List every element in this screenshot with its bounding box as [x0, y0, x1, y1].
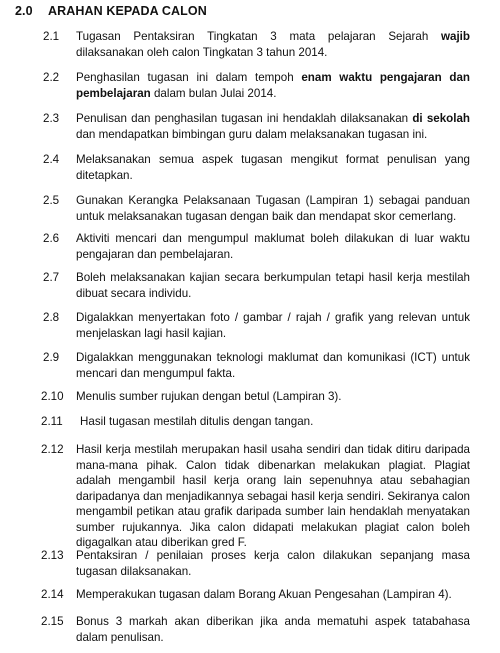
item-text: [76, 231, 470, 262]
item-text: [76, 310, 470, 341]
item-text-run: dilaksanakan oleh calon Tingkatan 3 tahun 2014.: [76, 45, 328, 59]
item-text-run: Bonus 3 markah akan diberikan jika anda mematuhi aspek tatabahasa dalam penulisan.: [76, 615, 470, 644]
item-number: 2.4: [43, 153, 60, 166]
section-number: 2.0: [15, 4, 33, 18]
item-text: [76, 442, 470, 551]
item-text-run: Digalakkan menyertakan foto / gambar / rajah / grafik yang relevan untuk menjelaskan lagi hasil kajian.: [76, 311, 470, 340]
item-text: [76, 548, 470, 579]
item-text-run: Hasil kerja mestilah merupakan hasil usaha sendiri dan tidak ditiru daripada mana-mana pihak. Calon tidak dibenarkan melakukan plagiat. Plagiat adalah mengambil hasil kerja orang lain sepenuhnya atau sebahagian daripadanya dan menjadikannya sebagai hasil kerja sendiri. Sekiranya calon mengambil petikan atau grafik daripada sumber lain hendaklah menyatakan sumber rujukannya. Jika calon didapati melakukan plagiat calon boleh digagalkan atau diberikan gred F.: [76, 443, 470, 549]
item-text: [76, 270, 470, 301]
item-text-run: dan mendapatkan bimbingan guru dalam melaksanakan tugasan ini.: [76, 127, 428, 141]
item-text: [76, 70, 470, 101]
item-text: [76, 614, 470, 645]
section-heading: [15, 4, 207, 18]
item-text: [76, 29, 470, 60]
item-text-run: Penulisan dan penghasilan tugasan ini hendaklah dilaksanakan: [76, 112, 413, 125]
item-text: [80, 414, 474, 430]
item-text-run: Tugasan Pentaksiran Tingkatan 3 mata pelajaran Sejarah: [76, 30, 441, 43]
item-text-run: Aktiviti mencari dan mengumpul maklumat boleh dilakukan di luar waktu pengajaran dan pembelajaran.: [76, 232, 470, 261]
item-text-run: Penghasilan tugasan ini dalam tempoh: [76, 71, 302, 84]
item-text: [76, 193, 470, 224]
item-number: 2.2: [43, 71, 60, 84]
item-text-run: Melaksanakan semua aspek tugasan mengikut format penulisan yang ditetapkan.: [76, 153, 470, 182]
item-text-emphasis: di sekolah: [412, 112, 471, 125]
item-text: [76, 389, 470, 405]
item-text-run: Menulis sumber rujukan dengan betul (Lampiran 3).: [76, 390, 342, 403]
item-text-emphasis: wajib: [441, 30, 470, 43]
item-text: [76, 587, 470, 603]
item-number: 2.8: [43, 311, 60, 324]
item-number: 2.10: [41, 390, 64, 403]
item-text-run: Gunakan Kerangka Pelaksanaan Tugasan (Lampiran 1) sebagai panduan untuk melaksanakan tugasan dengan baik dan mendapat skor cemerlang.: [76, 194, 470, 223]
item-number: 2.14: [41, 588, 64, 601]
item-text: [76, 350, 470, 381]
item-number: 2.1: [43, 30, 60, 43]
item-text-run: dalam bulan Julai 2014.: [150, 86, 277, 100]
item-number: 2.13: [41, 549, 64, 562]
item-number: 2.7: [43, 271, 60, 284]
item-text-emphasis: enam waktu pengajaran dan pembelajaran: [76, 71, 470, 100]
item-text: [76, 152, 470, 183]
item-number: 2.9: [43, 351, 60, 364]
item-number: 2.11: [41, 415, 63, 428]
item-number: 2.15: [41, 615, 64, 628]
item-text: [76, 111, 470, 142]
item-text-run: Memperakukan tugasan dalam Borang Akuan Pengesahan (Lampiran 4).: [76, 588, 452, 601]
item-text-run: Boleh melaksanakan kajian secara berkumpulan tetapi hasil kerja mestilah dibuat secara individu.: [76, 271, 470, 300]
item-number: 2.12: [41, 443, 64, 456]
item-number: 2.5: [43, 194, 60, 207]
item-text-run: Digalakkan menggunakan teknologi maklumat dan komunikasi (ICT) untuk mencari dan mengumpul fakta.: [76, 351, 470, 380]
item-text-run: Pentaksiran / penilaian proses kerja calon dilakukan sepanjang masa tugasan dilaksanakan.: [76, 549, 470, 578]
item-number: 2.6: [43, 232, 60, 245]
item-text-run: Hasil tugasan mestilah ditulis dengan tangan.: [80, 415, 314, 428]
item-number: 2.3: [43, 112, 60, 125]
section-title: ARAHAN KEPADA CALON: [48, 4, 207, 18]
